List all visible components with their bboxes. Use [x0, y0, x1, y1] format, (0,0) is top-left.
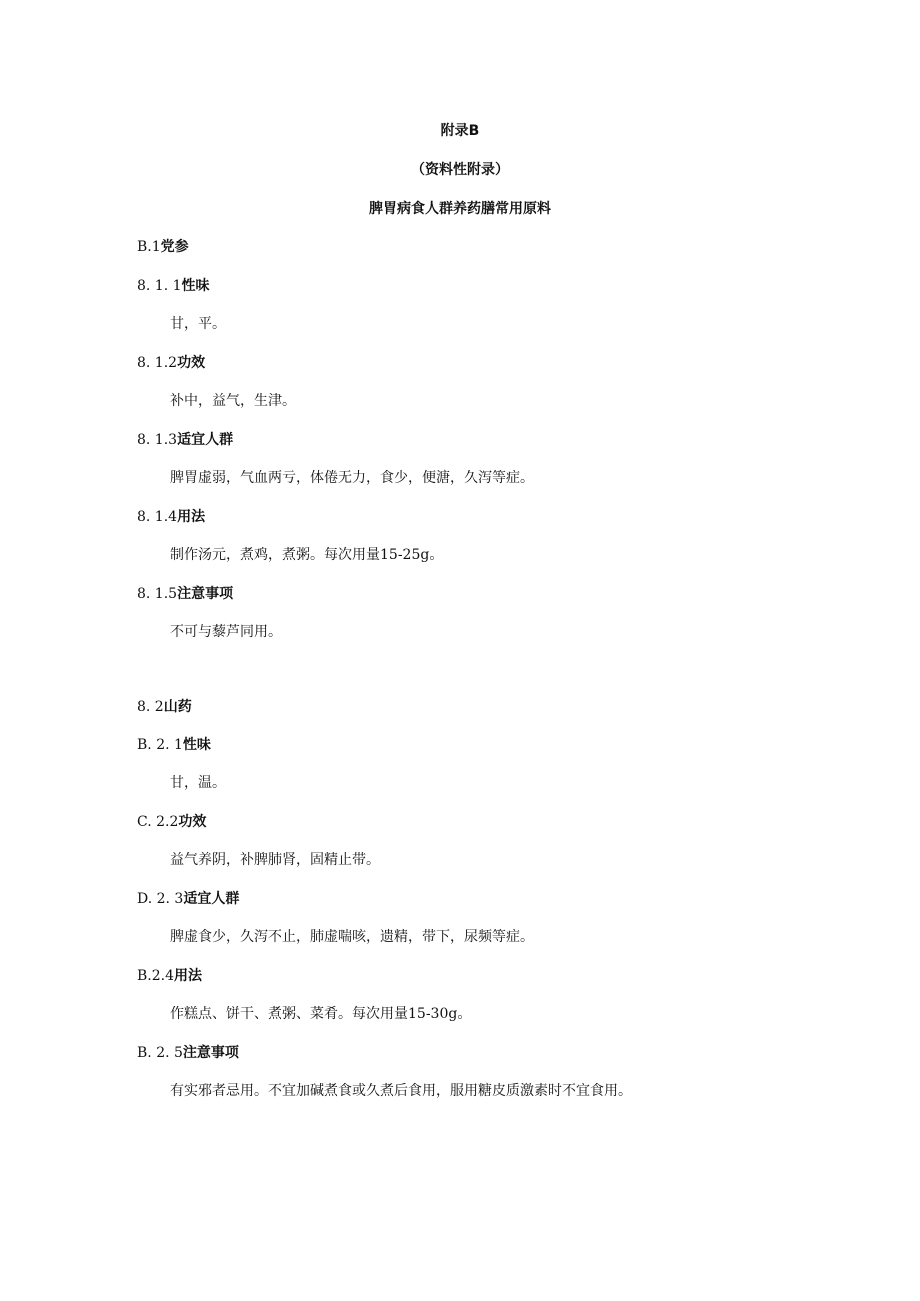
subsection-text: 益气养阴，补脾肺肾，固精止带。 [170, 852, 380, 868]
subsection-number: D. 2. 3 [137, 891, 184, 907]
subsection-title: 适宜人群 [183, 891, 240, 907]
subsection-title: 注意事项 [177, 586, 234, 602]
subsection-number: 8. 1. 1 [137, 278, 182, 294]
section-heading-shanyao [137, 697, 192, 717]
section-title: 党参 [160, 239, 189, 255]
subsection-heading [137, 584, 233, 604]
subsection-heading [137, 812, 206, 832]
subsection-title: 用法 [177, 509, 206, 525]
subsection-text: 脾虚食少，久泻不止，肺虚喘咳，遗精，带下，尿频等症。 [170, 929, 534, 945]
subsection-heading [137, 735, 211, 755]
subsection-heading [137, 353, 205, 373]
subsection-title: 性味 [181, 278, 210, 294]
subsection-heading [137, 276, 210, 296]
subsection-title: 用法 [174, 968, 203, 984]
subsection-number: 8. 1.2 [137, 355, 178, 371]
subsection-number: B. 2. 5 [137, 1045, 183, 1061]
subsection-number: C. 2.2 [137, 814, 179, 830]
section-number: B.1 [137, 239, 161, 255]
subsection-title: 功效 [178, 814, 207, 830]
subsection-title: 注意事项 [182, 1045, 239, 1061]
subsection-heading [137, 966, 202, 986]
subsection-text: 甘，温。 [170, 775, 226, 791]
document-title: 脾胃病食人群养药膳常用原料 [369, 201, 551, 217]
section-number: 8. 2 [137, 699, 164, 715]
subsection-text: 不可与藜芦同用。 [170, 624, 282, 640]
appendix-nature: （资料性附录） [411, 162, 509, 178]
subsection-text: 脾胃虚弱，气血两亏，体倦无力，食少，便溏，久泻等症。 [170, 470, 534, 486]
subsection-number: 8. 1.5 [137, 586, 178, 602]
subsection-text: 制作汤元，煮鸡，煮粥。每次用量15-25g。 [170, 547, 444, 563]
subsection-text: 甘，平。 [170, 316, 226, 332]
subsection-title: 适宜人群 [177, 432, 234, 448]
subsection-number: B. 2. 1 [137, 737, 183, 753]
subsection-heading [137, 507, 205, 527]
subsection-title: 性味 [182, 737, 211, 753]
subsection-number: 8. 1.4 [137, 509, 178, 525]
subsection-heading [137, 889, 239, 909]
subsection-heading [137, 430, 233, 450]
appendix-label: 附录B [440, 123, 480, 139]
subsection-title: 功效 [177, 355, 206, 371]
section-heading-dangshen [137, 237, 189, 257]
subsection-text: 有实邪者忌用。不宜加碱煮食或久煮后食用，服用糖皮质激素时不宜食用。 [170, 1083, 632, 1099]
subsection-number: B.2.4 [137, 968, 175, 984]
subsection-number: 8. 1.3 [137, 432, 178, 448]
section-title: 山药 [163, 699, 192, 715]
subsection-text: 作糕点、饼干、煮粥、菜肴。每次用量15-30g。 [170, 1006, 472, 1022]
subsection-text: 补中，益气，生津。 [170, 393, 296, 409]
subsection-heading [137, 1043, 239, 1063]
